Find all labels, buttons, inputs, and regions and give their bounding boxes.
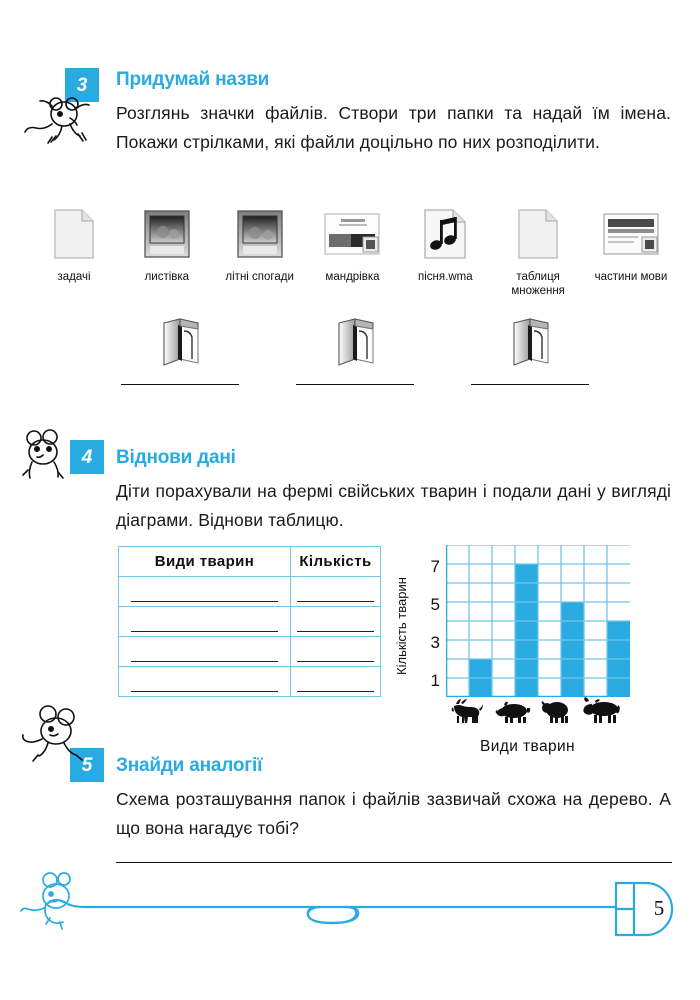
file-item[interactable] — [30, 205, 118, 284]
write-line — [297, 601, 374, 602]
task-4-number-badge: 4 — [70, 440, 104, 474]
bar-pig — [515, 564, 538, 697]
chart-category-icons — [445, 697, 625, 724]
sheep-icon — [541, 700, 571, 724]
task-3-heading: Придумай назви — [116, 69, 270, 90]
chart-ytick-7: 7 — [430, 557, 440, 576]
photo-file-icon — [142, 205, 192, 263]
task-4-body: Діти порахували на фермі свійських тварин і подали дані у вигляді діаграми. Віднови таблицю. — [116, 481, 671, 530]
bar-sheep — [561, 602, 584, 697]
animals-bar-chart — [394, 545, 630, 760]
video-file-icon — [323, 205, 381, 263]
page-number: 5 — [653, 896, 665, 920]
file-item[interactable] — [216, 205, 304, 284]
folder-icon — [504, 315, 556, 371]
table-cell-count[interactable] — [291, 577, 381, 607]
file-caption: листівка — [144, 271, 190, 283]
write-line — [131, 661, 278, 662]
file-caption: таблиця множення — [511, 271, 565, 297]
chart-ytick-1: 1 — [430, 671, 440, 690]
write-line — [297, 691, 374, 692]
file-item[interactable] — [308, 205, 396, 284]
chart-x-axis-label: Види тварин — [479, 738, 576, 755]
folder-item[interactable] — [120, 315, 240, 385]
folder-name-blank[interactable] — [471, 384, 589, 385]
file-item[interactable] — [123, 205, 211, 284]
folder-name-blank[interactable] — [296, 384, 414, 385]
chart-ytick-5: 5 — [430, 595, 440, 614]
file-item[interactable] — [587, 205, 675, 284]
file-caption: частини мови — [594, 271, 668, 283]
table-header-row — [119, 547, 381, 577]
chart-y-axis-label: Кількість тварин — [394, 577, 409, 675]
table-cell-count[interactable] — [291, 637, 381, 667]
table-cell-species[interactable] — [119, 607, 291, 637]
task-5-heading: Знайди аналогії — [116, 755, 263, 776]
table-header-count: Кількість — [291, 547, 381, 577]
file-caption: літні спогади — [225, 271, 294, 283]
task-3-number-badge: 3 — [65, 68, 99, 102]
folders-row — [120, 315, 590, 385]
table-row[interactable] — [119, 637, 381, 667]
table-header-species: Види тварин — [119, 547, 291, 577]
task-3-body: Розглянь значки файлів. Створи три папки та надай їм імена. Покажи стрілками, які файли доцільно по них розподілити. — [116, 103, 671, 152]
file-icons-row — [30, 205, 675, 298]
chart-plot — [446, 545, 630, 697]
file-caption: мандрівка — [325, 271, 380, 283]
document-file-icon — [53, 205, 95, 263]
task-5-number-badge: 5 — [70, 748, 104, 782]
table-row[interactable] — [119, 607, 381, 637]
folder-icon — [154, 315, 206, 371]
goat-icon — [450, 698, 484, 724]
write-line — [131, 601, 278, 602]
cow-icon — [582, 697, 620, 724]
folder-item[interactable] — [470, 315, 590, 385]
write-line — [131, 691, 278, 692]
page-footer — [0, 855, 700, 965]
write-line — [297, 631, 374, 632]
table-cell-species[interactable] — [119, 667, 291, 697]
document-file-icon — [517, 205, 559, 263]
table-row[interactable] — [119, 667, 381, 697]
music-note-file-icon — [423, 205, 467, 263]
file-caption: пісня.wma — [418, 271, 473, 283]
write-line — [131, 631, 278, 632]
folder-icon — [329, 315, 381, 371]
file-caption: задачі — [57, 271, 91, 283]
mouse-mascot-icon — [22, 705, 92, 767]
table-cell-count[interactable] — [291, 607, 381, 637]
table-cell-count[interactable] — [291, 667, 381, 697]
mouse-mascot-icon — [22, 92, 94, 154]
task-4-heading: Віднови дані — [116, 447, 236, 468]
file-item[interactable] — [401, 205, 489, 284]
mouse-mascot-icon — [20, 428, 82, 486]
presentation-file-icon — [602, 205, 660, 263]
chart-ytick-3: 3 — [430, 633, 440, 652]
animals-table — [118, 546, 381, 697]
task-5-body: Схема розташування папок і файлів зазвичай схожа на дерево. А що вона нагадує тобі? — [116, 789, 671, 838]
folder-item[interactable] — [295, 315, 415, 385]
table-cell-species[interactable] — [119, 637, 291, 667]
file-item[interactable] — [494, 205, 582, 298]
table-cell-species[interactable] — [119, 577, 291, 607]
photo-file-icon — [235, 205, 285, 263]
write-line — [297, 661, 374, 662]
table-row[interactable] — [119, 577, 381, 607]
mouse-cable — [46, 891, 646, 931]
folder-name-blank[interactable] — [121, 384, 239, 385]
pig-icon — [495, 700, 531, 724]
